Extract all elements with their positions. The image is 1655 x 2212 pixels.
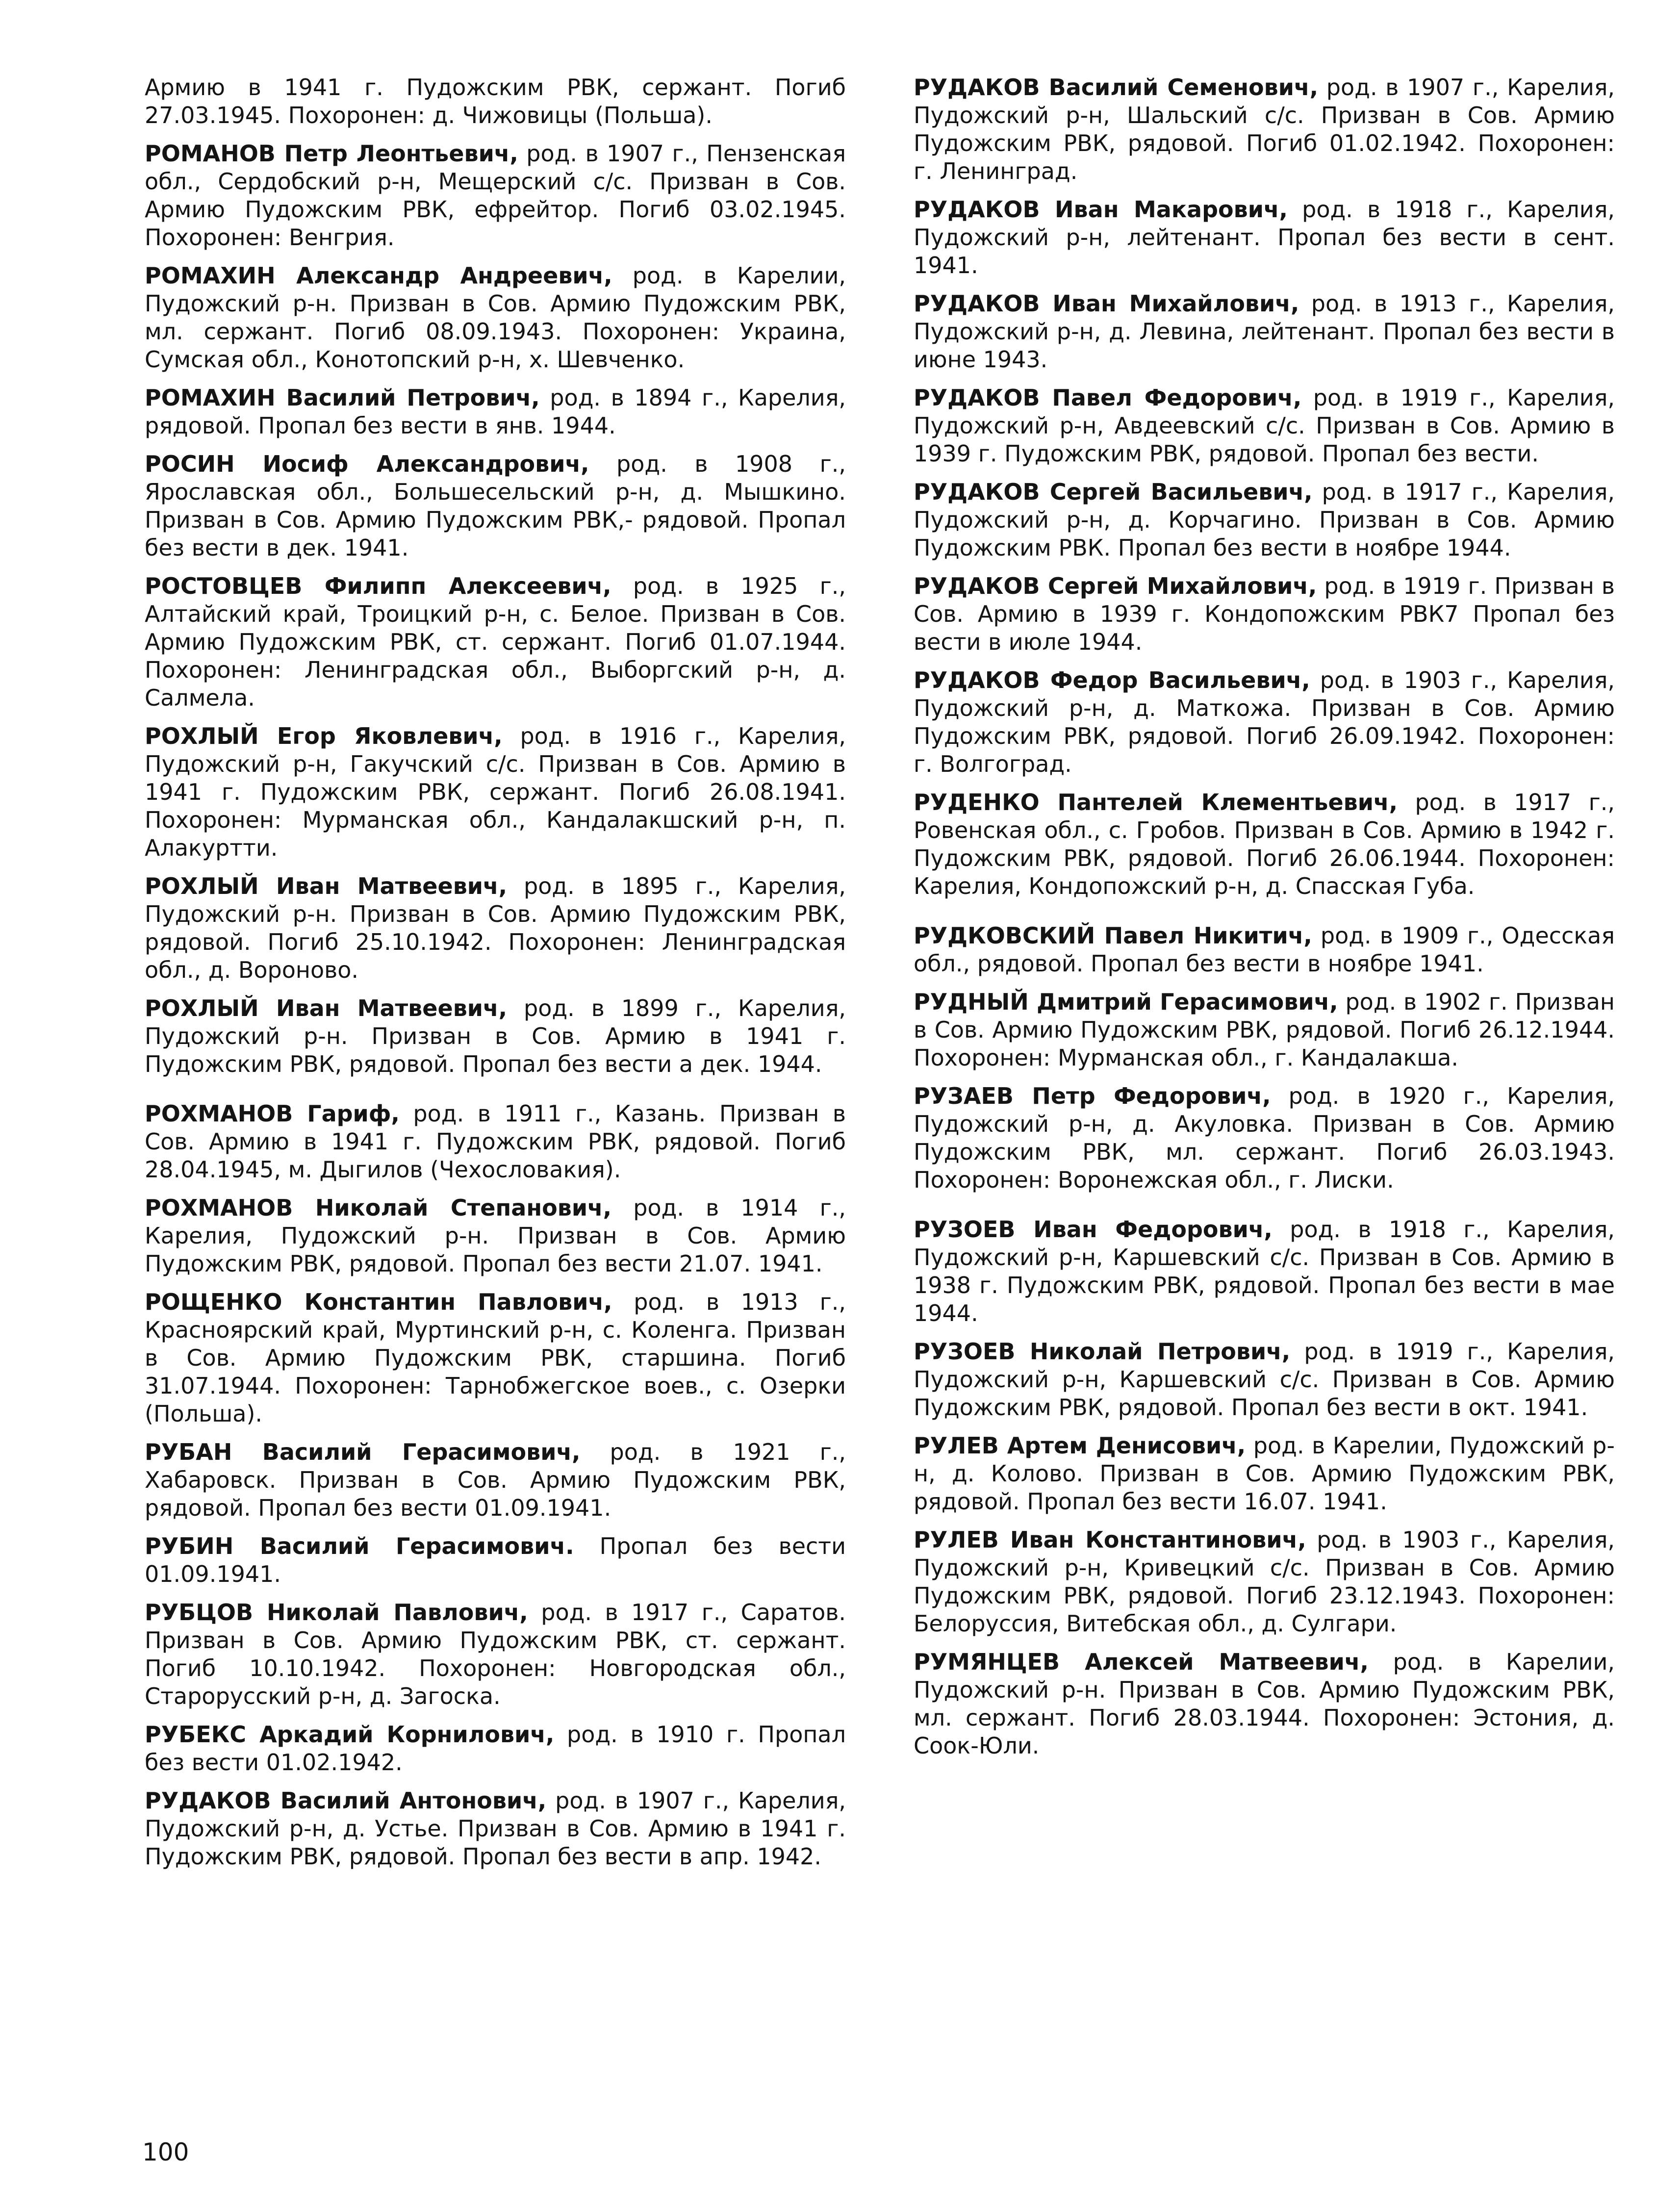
entry-text: род. в 1919 г., Карелия, Пудожский р-н, Каршевский с/с. Призван в Сов. Армию Пудожским РВК, рядовой. Пропал без вести в окт. 1941. xyxy=(914,1338,1615,1421)
entry xyxy=(145,1100,846,1184)
entry-name: РОХМАНОВ Гариф, xyxy=(145,1100,400,1127)
entry xyxy=(914,788,1615,900)
entry xyxy=(145,262,846,374)
left-column xyxy=(145,74,846,1881)
entry-name: РУДАКОВ Иван Михайлович, xyxy=(914,290,1299,317)
entry-text: род. в 1903 г., Карелия, Пудожский р-н, д. Маткожа. Призван в Сов. Армию Пудожским РВК, рядовой. Погиб 26.09.1942. Похоронен: г. Волгоград. xyxy=(914,667,1615,777)
entry-name: РОМАНОВ Петр Леонтьевич, xyxy=(145,140,518,167)
entry-name: РУДАКОВ Василий Антонович, xyxy=(145,1787,547,1814)
entry-name: РОСИН Иосиф Александрович, xyxy=(145,451,589,477)
entry-text: род. в 1918 г., Карелия, Пудожский р-н, лейтенант. Пропал без вести в сент. 1941. xyxy=(914,196,1615,279)
entry-text: род. в 1894 г., Карелия, рядовой. Пропал без вести в янв. 1944. xyxy=(145,384,846,439)
entry xyxy=(145,1532,846,1588)
entry-name: РОХЛЫЙ Егор Яковлевич, xyxy=(145,723,503,749)
entry-name: РУЗАЕВ Петр Федорович, xyxy=(914,1083,1271,1109)
entry-text: род. в 1918 г., Карелия, Пудожский р-н, Каршевский с/с. Призван в Сов. Армию в 1938 г. Пудожским РВК, рядовой. Пропал без вести в мае 1944. xyxy=(914,1216,1615,1326)
entry xyxy=(914,1432,1615,1516)
entry-text: род. в 1916 г., Карелия, Пудожский р-н, Гакучский с/с. Призван в Сов. Армию в 1941 г. Пудожским РВК, сержант. Погиб 26.08.1941. Похоронен: Мурманская обл., Кандалакшский р-н, п. Алакуртти. xyxy=(145,723,846,861)
entry xyxy=(914,74,1615,185)
entry-name: РУДАКОВ Василий Семенович, xyxy=(914,74,1319,101)
entry-text: род. в 1913 г., Красноярский край, Муртинский р-н, с. Коленга. Призван в Сов. Армию Пудожским РВК, старшина. Погиб 31.07.1944. Похоронен: Тарнобжегское воев., с. Озерки (Польша). xyxy=(145,1289,846,1427)
entry-name: РУЛЕВ Артем Денисович, xyxy=(914,1432,1246,1459)
entry-text: род. в 1921 г., Хабаровск. Призван в Сов. Армию Пудожским РВК, рядовой. Пропал без вести 01.09.1941. xyxy=(145,1439,846,1521)
entry-text: род. в 1913 г., Карелия, Пудожский р-н, д. Левина, лейтенант. Пропал без вести в июне 1943. xyxy=(914,290,1615,373)
entry-text: род. в 1920 г., Карелия, Пудожский р-н, д. Акуловка. Призван в Сов. Армию Пудожским РВК, мл. сержант. Погиб 26.03.1943. Похоронен: Воронежская обл., г. Лиски. xyxy=(914,1083,1615,1193)
entry xyxy=(914,1648,1615,1760)
entry-text: Пропал без вести 01.09.1941. xyxy=(145,1533,846,1587)
entry xyxy=(145,1721,846,1777)
entry-name: РУДАКОВ Иван Макарович, xyxy=(914,196,1288,223)
entry-text: род. в 1902 г. Призван в Сов. Армию Пудожским РВК, рядовой. Погиб 26.12.1944. Похоронен: Мурманская обл., г. Кандалакша. xyxy=(914,989,1615,1071)
entry-text: род. в 1917 г., Саратов. Призван в Сов. Армию Пудожским РВК, ст. сержант. Погиб 10.10.1942. Похоронен: Новгородская обл., Старорусский р-н, д. Загоска. xyxy=(145,1599,846,1709)
entry-text: род. в 1909 г., Одесская обл., рядовой. Пропал без вести в ноябре 1941. xyxy=(914,922,1615,977)
entry xyxy=(914,988,1615,1072)
entry-name: РУЗОЕВ Николай Петрович, xyxy=(914,1338,1291,1365)
entry-text: род. в 1925 г., Алтайский край, Троицкий р-н, с. Белое. Призван в Сов. Армию Пудожским РВК, ст. сержант. Погиб 01.07.1944. Похоронен: Ленинградская обл., Выборгский р-н, д. Салмела. xyxy=(145,573,846,711)
entry-text: род. в 1917 г., Карелия, Пудожский р-н, д. Корчагино. Призван в Сов. Армию Пудожским РВК. Пропал без вести в ноябре 1944. xyxy=(914,479,1615,561)
entry-text: род. в 1919 г., Карелия, Пудожский р-н, Авдеевский с/с. Призван в Сов. Армию в 1939 г. Пудожским РВК, рядовой. Пропал без вести. xyxy=(914,384,1615,467)
entry-name: РУДКОВСКИЙ Павел Никитич, xyxy=(914,922,1312,949)
entry-name: РУДАКОВ Сергей Михайлович, xyxy=(914,573,1317,599)
entry-text: род. в 1911 г., Казань. Призван в Сов. Армию в 1941 г. Пудожским РВК, рядовой. Погиб 28.04.1945, м. Дыгилов (Чехословакия). xyxy=(145,1100,846,1183)
entry-text: род. в 1907 г., Карелия, Пудожский р-н, д. Устье. Призван в Сов. Армию в 1941 г. Пудожским РВК, рядовой. Пропал без вести в апр. 1942. xyxy=(145,1787,846,1870)
entry-name: РОХМАНОВ Николай Степанович, xyxy=(145,1195,612,1221)
entry xyxy=(145,1288,846,1428)
entry-text: род. в Карелии, Пудожский р-н, д. Колово. Призван в Сов. Армию Пудожским РВК, рядовой. Пропал без вести 16.07. 1941. xyxy=(914,1432,1615,1515)
entry-name: РУМЯНЦЕВ Алексей Матвеевич, xyxy=(914,1649,1369,1675)
entry-name: РОМАХИН Александр Андреевич, xyxy=(145,262,612,289)
entry-text: род. в Карелии, Пудожский р-н. Призван в Сов. Армию Пудожским РВК, мл. сержант. Погиб 28.03.1944. Похоронен: Эстония, д. Соок-Юли. xyxy=(914,1649,1615,1759)
entry xyxy=(145,1599,846,1710)
entry xyxy=(145,140,846,252)
entry-name: РУБАН Василий Герасимович, xyxy=(145,1439,581,1465)
entry-text: род. в 1899 г., Карелия, Пудожский р-н. Призван в Сов. Армию в 1941 г. Пудожским РВК, рядовой. Пропал без вести а дек. 1944. xyxy=(145,995,846,1077)
entry xyxy=(914,922,1615,978)
entry xyxy=(145,74,846,129)
entry-name: РУДАКОВ Павел Федорович, xyxy=(914,384,1302,411)
entry xyxy=(145,994,846,1078)
entry-text: род. в 1914 г., Карелия, Пудожский р-н. Призван в Сов. Армию Пудожским РВК, рядовой. Пропал без вести 21.07. 1941. xyxy=(145,1195,846,1277)
entry-text: род. в 1917 г., Ровенская обл., с. Гробов. Призван в Сов. Армию в 1942 г. Пудожским РВК, рядовой. Погиб 26.06.1944. Похоронен: Карелия, Кондопожский р-н, д. Спасская Губа. xyxy=(914,789,1615,899)
entry-name: РУДАКОВ Федор Васильевич, xyxy=(914,667,1310,693)
entry-text: род. в 1908 г., Ярославская обл., Большесельский р-н, д. Мышкино. Призван в Сов. Армию Пудожским РВК,- рядовой. Пропал без вести в дек. 1941. xyxy=(145,451,846,561)
entry xyxy=(914,1082,1615,1194)
entry xyxy=(914,290,1615,374)
entry-name: РОХЛЫЙ Иван Матвеевич, xyxy=(145,995,508,1021)
entry-name: РУБЦОВ Николай Павлович, xyxy=(145,1599,528,1626)
entry xyxy=(914,666,1615,778)
entry xyxy=(914,1526,1615,1638)
entry xyxy=(145,1194,846,1278)
entry-name: РУБЕКС Аркадий Корнилович, xyxy=(145,1721,555,1748)
entry xyxy=(914,1338,1615,1422)
entry xyxy=(145,1787,846,1871)
entry-name: РУДАКОВ Сергей Васильевич, xyxy=(914,479,1313,505)
entry-name: РОМАХИН Василий Петрович, xyxy=(145,384,540,411)
entry xyxy=(914,478,1615,562)
entry xyxy=(914,1216,1615,1327)
right-column xyxy=(914,74,1615,1770)
entry-name: РОСТОВЦЕВ Филипп Алексеевич, xyxy=(145,573,611,599)
entry-name: РУЗОЕВ Иван Федорович, xyxy=(914,1216,1273,1243)
entry-text: род. в 1919 г. Призван в Сов. Армию в 1939 г. Кондопожским РВК7 Пропал без вести в июле 1944. xyxy=(914,573,1615,655)
entry xyxy=(145,1438,846,1522)
page-number: 100 xyxy=(142,2138,189,2166)
entry-text: род. в 1903 г., Карелия, Пудожский р-н, Кривецкий с/с. Призван в Сов. Армию Пудожским РВК, рядовой. Погиб 23.12.1943. Похоронен: Белоруссия, Витебская обл., д. Сулгари. xyxy=(914,1526,1615,1637)
entry-text: род. в 1907 г., Пензенская обл., Сердобский р-н, Мещерский с/с. Призван в Сов. Армию Пудожским РВК, ефрейтор. Погиб 03.02.1945. Похоронен: Венгрия. xyxy=(145,140,846,251)
entry xyxy=(145,872,846,984)
entry-name: РУЛЕВ Иван Константинович, xyxy=(914,1526,1306,1553)
entry-name: РУДНЫЙ Дмитрий Герасимович, xyxy=(914,989,1338,1015)
entry xyxy=(145,722,846,862)
entry-name: РОХЛЫЙ Иван Матвеевич, xyxy=(145,873,508,899)
entry-name: РУБИН Василий Герасимович. xyxy=(145,1533,574,1559)
entry xyxy=(914,384,1615,468)
entry xyxy=(145,572,846,712)
entry-text: Армию в 1941 г. Пудожским РВК, сержант. Погиб 27.03.1945. Похоронен: д. Чижовицы (Польша). xyxy=(145,74,846,128)
entry xyxy=(914,196,1615,280)
entry-text: род. в 1907 г., Карелия, Пудожский р-н, Шальский с/с. Призван в Сов. Армию Пудожским РВК, рядовой. Погиб 01.02.1942. Похоронен: г. Ленинград. xyxy=(914,74,1615,184)
entry-text: род. в Карелии, Пудожский р-н. Призван в Сов. Армию Пудожским РВК, мл. сержант. Погиб 08.09.1943. Похоронен: Украина, Сумская обл., Конотопский р-н, х. Шевченко. xyxy=(145,262,846,373)
entry-name: РОЩЕНКО Константин Павлович, xyxy=(145,1289,612,1315)
entry xyxy=(145,384,846,440)
entry xyxy=(145,450,846,562)
entry xyxy=(914,572,1615,656)
entry-text: род. в 1910 г. Пропал без вести 01.02.1942. xyxy=(145,1721,846,1776)
entry-name: РУДЕНКО Пантелей Клементьевич, xyxy=(914,789,1398,815)
entry-text: род. в 1895 г., Карелия, Пудожский р-н. Призван в Сов. Армию Пудожским РВК, рядовой. Погиб 25.10.1942. Похоронен: Ленинградская обл., д. Вороново. xyxy=(145,873,846,983)
